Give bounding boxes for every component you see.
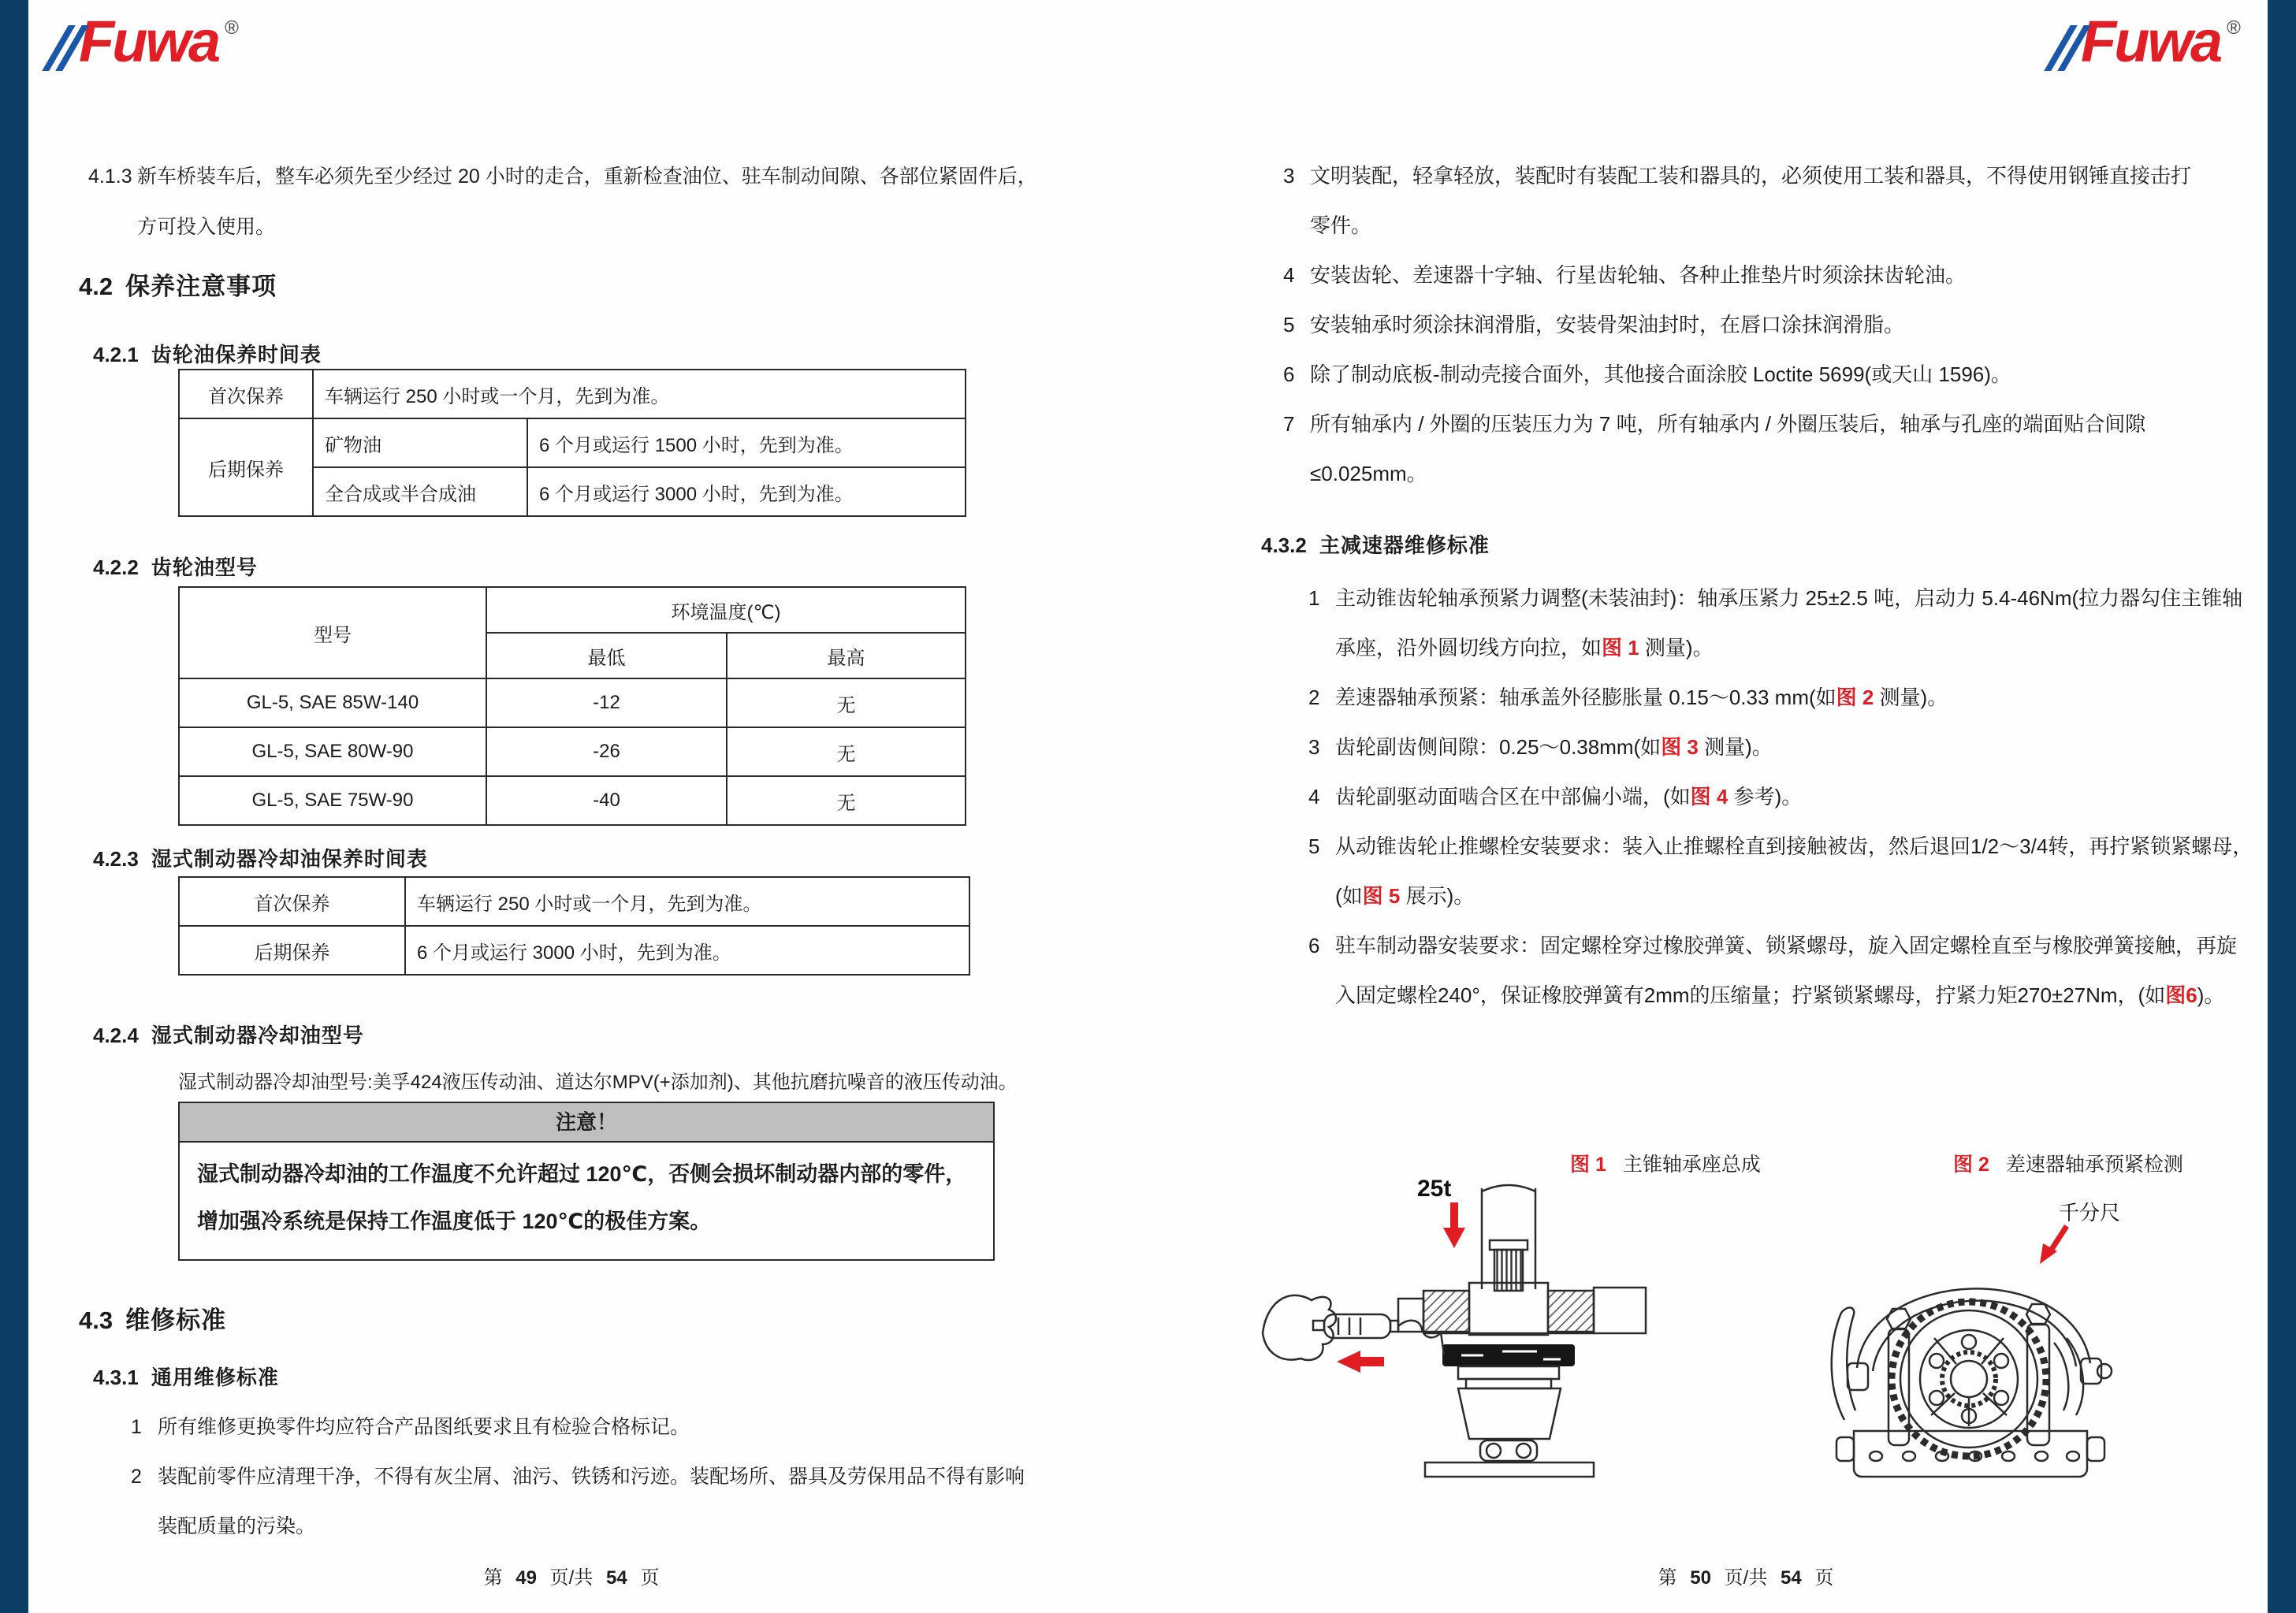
footer-text: 页 xyxy=(1814,1567,1834,1589)
heading-title: 齿轮油保养时间表 xyxy=(151,343,322,366)
para-number: 4.1.3 xyxy=(88,165,132,188)
figure-reference: 图 4 xyxy=(1690,785,1729,808)
heading-4-3-1 xyxy=(93,1362,279,1391)
cell-model: GL-5, SAE 80W-90 xyxy=(179,727,486,776)
cell-first-maint: 首次保养 xyxy=(179,370,313,418)
footer-page-number: 49 xyxy=(515,1567,537,1589)
notice-body: 湿式制动器冷却油的工作温度不允许超过 120℃，否侧会损坏制动器内部的零件，增加强冷系统是保持工作温度低于 120℃的极佳方案。 xyxy=(197,1162,967,1233)
item-text: 所有维修更换零件均应符合产品图纸要求且有检验合格标记。 xyxy=(158,1416,690,1438)
registered-mark: ® xyxy=(2227,17,2241,39)
list-item xyxy=(1308,673,2253,723)
figure-2-caption xyxy=(1953,1149,2183,1177)
heading-number: 4.2.3 xyxy=(93,847,139,871)
cell-max: 无 xyxy=(727,776,966,825)
item-number: 7 xyxy=(1283,412,1295,436)
cell-mineral-interval: 6 个月或运行 1500 小时，先到为准。 xyxy=(527,418,966,467)
micrometer-frame xyxy=(1848,1288,2112,1390)
heading-4-2-2 xyxy=(93,552,258,581)
item-text: 除了制动底板-制动壳接合面外，其他接合面涂胶 Loctite 5699(或天山 1596)。 xyxy=(1310,362,2011,386)
item-text xyxy=(1335,574,2253,673)
table-row xyxy=(179,587,966,633)
heading-4-2-1 xyxy=(93,339,322,368)
item-number: 1 xyxy=(1308,586,1320,610)
item-number: 5 xyxy=(1308,834,1320,858)
figure-1-label: 图 1 xyxy=(1570,1154,1606,1176)
header-model: 型号 xyxy=(179,587,486,678)
heading-number: 4.2.1 xyxy=(93,343,139,366)
item-number: 1 xyxy=(131,1416,142,1438)
item-text-pre: 齿轮副齿侧间隙：0.25～0.38mm(如 xyxy=(1335,735,1662,759)
list-item xyxy=(1283,350,2201,400)
footer-text: 第 xyxy=(483,1567,503,1589)
table-row xyxy=(179,776,966,825)
footer-text: 页/共 xyxy=(1724,1567,1768,1589)
ring-gear-assembly xyxy=(1892,1302,2046,1456)
item-text: 文明装配，轻拿轻放，装配时有装配工装和器具的，必须使用工装和器具，不得使用钢锤直接击打零件。 xyxy=(1310,164,2192,237)
cell-later-desc: 6 个月或运行 3000 小时，先到为准。 xyxy=(405,926,969,975)
list-item xyxy=(1283,151,2201,251)
item-number: 6 xyxy=(1308,934,1320,957)
heading-number: 4.2.2 xyxy=(93,556,139,579)
item-text: 所有轴承内 / 外圈的压装压力为 7 吨，所有轴承内 / 外圈压装后，轴承与孔座的端面贴合间隙≤0.025mm。 xyxy=(1310,412,2146,485)
assembly-rules-list xyxy=(1283,151,2201,499)
heading-title: 主减速器维修标准 xyxy=(1319,533,1490,557)
logo-wordmark: Fuwa xyxy=(79,9,219,74)
list-item xyxy=(1308,921,2253,1020)
figure-reference: 图 5 xyxy=(1362,884,1401,908)
gear-oil-grade-table xyxy=(178,586,966,826)
item-text-post: 展示)。 xyxy=(1400,884,1475,908)
cell-min: -26 xyxy=(486,727,727,776)
cell-first-maint-desc: 车辆运行 250 小时或一个月，先到为准。 xyxy=(313,370,966,418)
item-text-pre: 差速器轴承预紧：轴承盖外径膨胀量 0.15～0.33 mm(如 xyxy=(1335,686,1836,709)
notice-box xyxy=(178,1102,995,1261)
right-page-footer xyxy=(1588,1562,1903,1589)
cell-later-maint: 后期保养 xyxy=(179,418,313,516)
heading-title: 湿式制动器冷却油型号 xyxy=(151,1024,364,1047)
item-text: 装配前零件应清理干净，不得有灰尘屑、油污、铁锈和污迹。装配场所、器具及劳保用品不得有影响装配质量的污染。 xyxy=(158,1466,1025,1537)
list-item xyxy=(1283,400,2201,499)
table-row xyxy=(179,877,969,926)
footer-total-pages: 54 xyxy=(606,1567,627,1589)
item-text-post: 测量)。 xyxy=(1698,735,1773,759)
item-number: 2 xyxy=(1308,686,1320,709)
heading-title: 维修标准 xyxy=(125,1306,227,1334)
table-row xyxy=(179,370,966,418)
item-text xyxy=(1335,772,2253,822)
label-arrow-icon xyxy=(2040,1226,2067,1264)
figure-reference: 图 1 xyxy=(1602,636,1639,660)
item-number: 2 xyxy=(131,1466,142,1488)
para-4-1-3 xyxy=(88,151,1044,252)
footer-text: 第 xyxy=(1658,1567,1677,1589)
heading-4-2 xyxy=(79,266,277,302)
item-number: 4 xyxy=(1283,263,1295,287)
item-text-pre: 主动锥齿轮轴承预紧力调整(未装油封)：轴承压紧力 25±2.5 吨，启动力 5.4-46Nm(拉力器勾住主锥轴承座，沿外圆切线方向拉，如 xyxy=(1335,586,2243,660)
left-navy-band xyxy=(0,0,28,1613)
figure-reference: 图 3 xyxy=(1661,735,1699,759)
heading-4-3-2 xyxy=(1261,530,1490,559)
figure-1-illustration xyxy=(1260,1165,1780,1480)
cell-max: 无 xyxy=(727,678,966,727)
cell-mineral-oil: 矿物油 xyxy=(313,418,527,467)
list-item xyxy=(1283,251,2201,300)
heading-number: 4.3.2 xyxy=(1261,533,1307,557)
para-text: 新车桥装车后，整车必须先至少经过 20 小时的走合，重新检查油位、驻车制动间隙、各部位紧固件后，方可投入使用。 xyxy=(137,165,1037,238)
figure-2-illustration xyxy=(1813,1196,2286,1496)
micrometer-label: 千分尺 xyxy=(2059,1201,2121,1225)
reducer-standards-list xyxy=(1308,574,2253,1020)
item-text-post: 测量)。 xyxy=(1874,686,1948,709)
list-item xyxy=(1308,574,2253,673)
registered-mark: ® xyxy=(225,17,239,39)
heading-4-3 xyxy=(79,1300,226,1336)
header-min: 最低 xyxy=(486,633,727,678)
footer-page-number: 50 xyxy=(1690,1567,1711,1589)
item-number: 3 xyxy=(1308,735,1320,759)
helical-pinion-gear xyxy=(1458,1388,1561,1439)
footer-total-pages: 54 xyxy=(1781,1567,1802,1589)
header-max: 最高 xyxy=(727,633,966,678)
para-4-2-4: 湿式制动器冷却油型号:美孚424液压传动油、道达尔MPV(+添加剂)、其他抗磨抗噪音的液压传动油。 xyxy=(178,1072,1018,1093)
item-text xyxy=(1335,723,2253,772)
item-text-pre: 齿轮副驱动面啮合区在中部偏小端，(如 xyxy=(1335,785,1691,808)
list-item xyxy=(131,1452,1025,1552)
cell-synthetic-oil: 全合成或半合成油 xyxy=(313,467,527,516)
carrier-base-flange xyxy=(1836,1431,2104,1477)
item-text: 安装齿轮、差速器十字轴、行星齿轮轴、各种止推垫片时须涂抹齿轮油。 xyxy=(1310,263,1967,287)
item-text xyxy=(1335,921,2253,1020)
heading-title: 通用维修标准 xyxy=(151,1366,279,1389)
item-number: 6 xyxy=(1283,362,1295,386)
item-text-pre: 驻车制动器安装要求：固定螺栓穿过橡胶弹簧、锁紧螺母，旋入固定螺栓直至与橡胶弹簧接触，再旋入固定螺栓240°，保证橡胶弹簧有2mm的压缩量；拧紧锁紧螺母，拧紧力矩270±27Nm，(如 xyxy=(1335,934,2238,1007)
fuwa-logo-left xyxy=(55,9,239,74)
base-plate xyxy=(1425,1462,1594,1477)
press-down-arrow-icon xyxy=(1443,1202,1465,1248)
wet-brake-oil-schedule-table xyxy=(178,876,970,976)
item-number: 3 xyxy=(1283,164,1295,188)
highlighted-bearing-ring xyxy=(1442,1344,1575,1366)
cell-first-desc: 车辆运行 250 小时或一个月，先到为准。 xyxy=(405,877,969,926)
heading-number: 4.2.4 xyxy=(93,1024,139,1047)
list-item xyxy=(1308,772,2253,822)
list-item xyxy=(1308,723,2253,772)
list-item xyxy=(1283,300,2201,350)
heading-number: 4.3 xyxy=(79,1306,113,1334)
lower-bearing xyxy=(1480,1440,1537,1461)
item-text-post: 参考)。 xyxy=(1728,785,1803,808)
heading-title: 湿式制动器冷却油保养时间表 xyxy=(151,847,428,871)
header-ambient-temp: 环境温度(℃) xyxy=(486,587,966,633)
item-text xyxy=(1335,673,2253,723)
item-number: 5 xyxy=(1283,313,1295,336)
cell-later-maint: 后期保养 xyxy=(179,926,405,975)
cell-synthetic-interval: 6 个月或运行 3000 小时，先到为准。 xyxy=(527,467,966,516)
cell-model: GL-5, SAE 75W-90 xyxy=(179,776,486,825)
spacer-steps xyxy=(1458,1366,1559,1388)
table-row xyxy=(179,926,969,975)
general-repair-list xyxy=(131,1403,1025,1552)
fuwa-logo-right xyxy=(2057,9,2241,74)
table-row xyxy=(179,727,966,776)
list-item xyxy=(131,1403,1025,1452)
table-row xyxy=(179,418,966,467)
heading-title: 保养注意事项 xyxy=(125,273,277,300)
item-text: 安装轴承时须涂抹润滑脂，安装骨架油封时，在唇口涂抹润滑脂。 xyxy=(1310,313,1905,336)
list-item xyxy=(1308,822,2253,921)
figure-1-title: 主锥轴承座总成 xyxy=(1622,1154,1761,1176)
press-load-label: 25t xyxy=(1417,1176,1452,1202)
gear-oil-schedule-table xyxy=(178,369,966,517)
figure-reference: 图 2 xyxy=(1836,686,1874,709)
heading-title: 齿轮油型号 xyxy=(151,556,258,579)
left-page-footer xyxy=(414,1562,729,1589)
logo-wordmark: Fuwa xyxy=(2081,9,2221,74)
item-text-post: 测量)。 xyxy=(1639,636,1714,660)
figure-reference: 图6 xyxy=(2165,983,2197,1007)
heading-number: 4.2 xyxy=(79,273,113,300)
item-text-pre: 从动锥齿轮止推螺栓安装要求：装入止推螺栓直到接触被齿，然后退回1/2～3/4转，再拧紧锁紧螺母，(如 xyxy=(1335,834,2253,908)
cell-max: 无 xyxy=(727,727,966,776)
pull-direction-arrow-icon xyxy=(1337,1351,1384,1373)
cell-model: GL-5, SAE 85W-140 xyxy=(179,678,486,727)
figure-2-label: 图 2 xyxy=(1953,1154,1989,1176)
footer-text: 页/共 xyxy=(549,1567,594,1589)
item-number: 4 xyxy=(1308,785,1320,808)
item-text xyxy=(1335,822,2253,921)
cell-first-maint: 首次保养 xyxy=(179,877,405,926)
cell-min: -40 xyxy=(486,776,727,825)
heading-4-2-3 xyxy=(93,843,428,872)
item-text-post: )。 xyxy=(2197,983,2225,1007)
table-row xyxy=(179,678,966,727)
notice-title: 注意！ xyxy=(180,1103,993,1143)
footer-text: 页 xyxy=(640,1567,660,1589)
heading-number: 4.3.1 xyxy=(93,1366,139,1389)
cell-min: -12 xyxy=(486,678,727,727)
heading-4-2-4 xyxy=(93,1020,364,1049)
figure-2-title: 差速器轴承预紧检测 xyxy=(2005,1154,2183,1176)
